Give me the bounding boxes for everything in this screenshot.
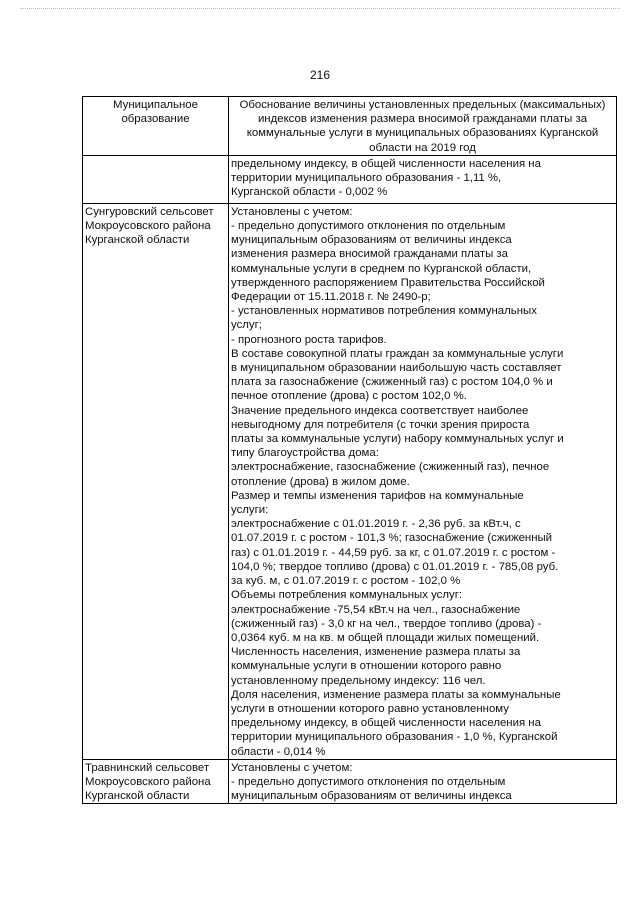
text-line: В составе совокупной платы граждан за коммунальные услуги (231, 347, 564, 360)
table-header-row (83, 97, 617, 156)
municipality-line: Мокроусовского района (85, 220, 211, 233)
text-line: в муниципальном образовании наибольшую часть составляет (231, 362, 562, 375)
text-line: предельному индексу, в общей численности населения на (231, 157, 541, 170)
text-line: коммунальные услуги в среднем по Курганской области, (231, 262, 532, 275)
text-line: отопление (дрова) в жилом доме. (231, 475, 410, 488)
municipality-cell (83, 759, 229, 804)
text-line: электроснабжение с 01.01.2019 г. - 2,36 руб. за кВт.ч, с (231, 518, 521, 531)
justification-cell (229, 759, 617, 804)
text-line: предельному индексу, в общей численности населения на (231, 717, 541, 730)
text-line: территории муниципального образования - 1,0 %, Курганской (231, 731, 558, 744)
text-line: Установлены с учетом: (231, 761, 353, 774)
text-line: Размер и темпы изменения тарифов на коммунальные (231, 489, 524, 502)
text-line: муниципальным образованиям от величины индекса (231, 790, 512, 803)
municipality-cell (83, 203, 229, 759)
text-line: за куб. м, с 01.07.2019 г. с ростом - 102,0 % (231, 575, 461, 588)
municipality-line: Сунгуровский сельсовет (85, 205, 214, 218)
text-line: платы за коммунальные услуги) набору коммунальных услуг и (231, 433, 564, 446)
table-row-continuation (83, 155, 617, 203)
text-line: утвержденного распоряжением Правительства Российской (231, 276, 545, 289)
text-line: - установленных нормативов потребления коммунальных (231, 305, 537, 318)
text-line: 104,0 %; твердое топливо (дрова) с 01.01.2019 г. - 785,08 руб. (231, 560, 559, 573)
continuation-text-cell (229, 155, 617, 203)
text-line: печное отопление (дрова) с ростом 102,0 %. (231, 390, 467, 403)
text-line: установленному предельному индексу: 116 чел. (231, 674, 486, 687)
text-line: услуги в отношении которого равно установленному (231, 702, 509, 715)
table-row-travninsky (83, 759, 617, 804)
text-line: - прогнозного роста тарифов. (231, 333, 387, 346)
justification-cell (229, 203, 617, 759)
tariff-index-table (82, 96, 617, 804)
table-row-sungurovsky (83, 203, 617, 759)
text-line: муниципальным образованиям от величины индекса (231, 234, 512, 247)
text-line: территории муниципального образования - 1,11 %, (231, 172, 502, 185)
text-line: услуг; (231, 319, 262, 332)
scan-artifact-line (20, 8, 620, 10)
continuation-municipality-cell (83, 155, 229, 203)
text-line: Значение предельного индекса соответствует наиболее (231, 404, 529, 417)
text-line: 01.07.2019 г. с ростом - 101,3 %; газоснабжение (сжиженный (231, 532, 553, 545)
header-municipality: Муниципальное образование (83, 97, 229, 156)
municipality-line: Мокроусовского района (85, 775, 211, 788)
text-line: услуги: (231, 504, 269, 517)
text-line: электроснабжение, газоснабжение (сжиженный газ), печное (231, 461, 550, 474)
text-line: Установлены с учетом: (231, 205, 353, 218)
text-line: (сжиженный газ) - 3,0 кг на чел., твердое топливо (дрова) - (231, 617, 542, 630)
text-line: изменения размера вносимой гражданами платы за (231, 248, 508, 261)
text-line: Объемы потребления коммунальных услуг: (231, 589, 463, 602)
text-line: - предельно допустимого отклонения по отдельным (231, 220, 506, 233)
text-line: типу благоустройства дома: (231, 447, 379, 460)
text-line: плата за газоснабжение (сжиженный газ) с ростом 104,0 % и (231, 376, 553, 389)
page-number: 216 (309, 68, 331, 82)
text-line: Федерации от 15.11.2018 г. № 2490-р; (231, 291, 431, 304)
text-line: электроснабжение -75,54 кВт.ч на чел., газоснабжение (231, 603, 521, 616)
municipality-line: Курганской области (85, 234, 190, 247)
text-line: Численность населения, изменение размера платы за (231, 646, 521, 659)
text-line: коммунальные услуги в отношении которого равно (231, 660, 502, 673)
text-line: 0,0364 куб. м на кв. м общей площади жилых помещений. (231, 631, 540, 644)
municipality-line: Курганской области (85, 790, 190, 803)
text-line: газ) с 01.01.2019 г. - 44,59 руб. за кг, с 01.07.2019 г. с ростом - (231, 546, 556, 559)
text-line: Доля населения, изменение размера платы за коммунальные (231, 688, 561, 701)
text-line: невыгодному для потребителя (с точки зрения прироста (231, 418, 530, 431)
text-line: Курганской области - 0,002 % (231, 186, 388, 199)
text-line: - предельно допустимого отклонения по отдельным (231, 775, 506, 788)
header-justification: Обоснование величины установленных предельных (максимальных) индексов изменения размера вносимой гражданами платы за коммунальные услуги в муниципальных образованиях Курганской области на 2019 год (229, 97, 617, 156)
text-line: области - 0,014 % (231, 745, 326, 758)
municipality-line: Травнинский сельсовет (85, 761, 210, 774)
